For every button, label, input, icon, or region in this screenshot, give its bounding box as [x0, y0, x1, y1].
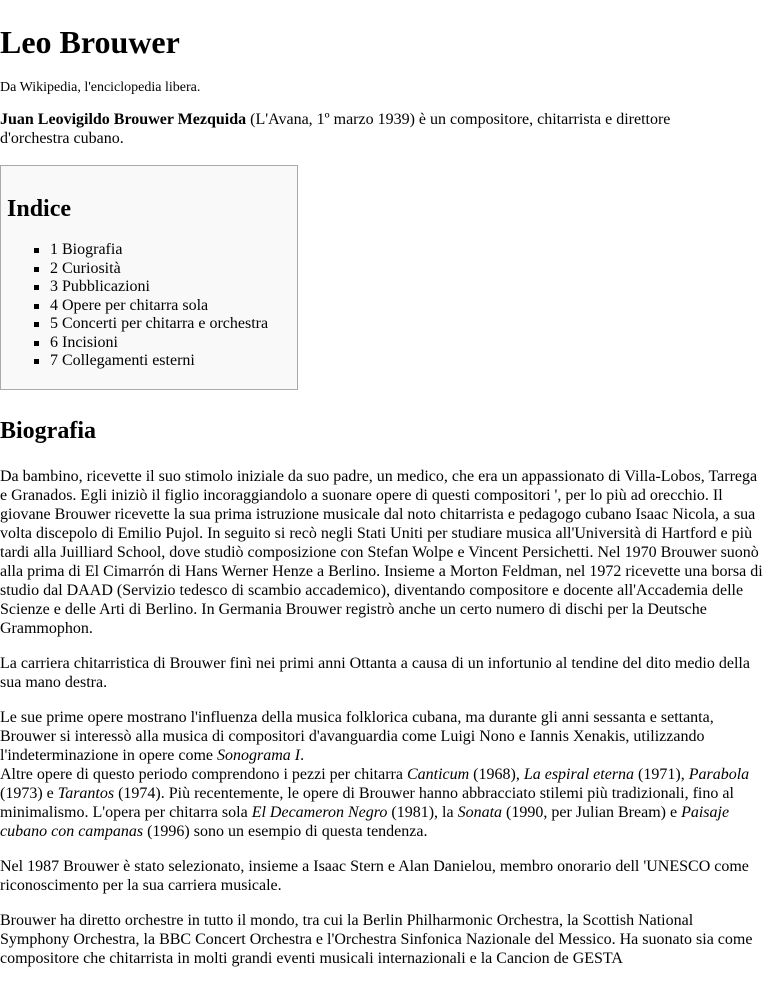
intro-paragraph — [0, 110, 768, 148]
work-title: Paisaje cubano con campanas — [0, 804, 730, 840]
text-run: (1971), — [634, 766, 689, 783]
square-bullet-icon — [34, 285, 39, 290]
square-bullet-icon — [34, 359, 39, 364]
toc-link[interactable]: 2 Curiosità — [50, 259, 121, 277]
toc-link[interactable]: 5 Concerti per chitarra e orchestra — [50, 315, 269, 332]
text-run: (1981), la — [387, 804, 458, 821]
work-title: Parabola — [688, 766, 750, 783]
site-tagline: Da Wikipedia, l'enciclopedia libera. — [0, 80, 201, 95]
text-run: (1968), — [469, 766, 524, 783]
toc-link[interactable]: 1 Biografia — [50, 241, 123, 258]
text-run: Le sue prime opere mostrano l'influenza della musica folklorica cubana, ma durante gli anni sessanta e settanta, Brouwer si interessò alla musica di compositori d'avanguardia come Luigi Nono e Iannis Xenakis, utilizzando l'indeterminazione in opere come — [0, 709, 714, 764]
square-bullet-icon — [34, 322, 39, 327]
biografia-paragraph-5: Brouwer ha diretto orchestre in tutto il mondo, tra cui la Berlin Philharmonic Orchestra, la Scottish National Symphony Orchestra, la BBC Concert Orchestra e l'Orchestra Sinfonica Nazionale del Messico. Ha suonato sia come compositore che chitarrista in molti grandi eventi musicali internazionali e la Cancion de GESTA — [0, 912, 753, 967]
toc-item-collegamenti-esterni[interactable] — [33, 352, 297, 371]
toc-item-curiosita[interactable] — [33, 260, 297, 279]
work-title: Canticum — [406, 766, 470, 783]
work-title: Sonograma I — [217, 747, 301, 764]
toc-item-incisioni[interactable] — [33, 334, 297, 353]
toc-item-pubblicazioni[interactable] — [33, 278, 297, 297]
toc-link[interactable]: 4 Opere per chitarra sola — [50, 296, 209, 314]
intro-text: (L'Avana, 1º marzo 1939) è un compositore, chitarrista e direttore d'orchestra cubano. — [0, 111, 671, 147]
toc-item-opere-chitarra-sola[interactable] — [33, 297, 297, 316]
biografia-paragraph-2: La carriera chitarristica di Brouwer finì nei primi anni Ottanta a causa di un infortunio al tendine del dito medio della sua mano destra. — [0, 655, 750, 691]
biografia-paragraph-1: Da bambino, ricevette il suo stimolo iniziale da suo padre, un medico, che era un appassionato di Villa-Lobos, Tarrega e Granados. Egli iniziò il figlio incoraggiandolo a suonare opere di questi compositori ', per lo più ad orecchio. Il giovane Brouwer ricevette la sua prima istruzione musicale dal noto chitarrista e pedagogo cubano Isaac Nicola, a sua volta discepolo di Emilio Pujol. In seguito si recò negli Stati Uniti per studiare musica all'Università di Hartford e più tardi alla Juilliard School, dove studiò composizione con Stefan Wolpe e Vincent Persichetti. Nel 1970 Brouwer suonò alla prima di El Cimarrón di Hans Werner Henze a Berlino. Insieme a Morton Feldman, nel 1972 ricevette una borsa di studio dal DAAD (Servizio tedesco di scambio accademico), diventando compositore e docente all'Accademia delle Scienze e delle Arti di Berlino. In Germania Brouwer registrò anche un certo numero di dischi per la Deutsche Grammophon. — [0, 468, 763, 637]
section-heading-biografia: Biografia — [0, 418, 96, 444]
square-bullet-icon — [34, 304, 39, 309]
toc-heading: Indice — [7, 196, 72, 222]
text-run: Altre opere di questo periodo comprendono i pezzi per chitarra — [0, 766, 407, 783]
toc-link[interactable]: 7 Collegamenti esterni — [50, 352, 195, 369]
square-bullet-icon — [34, 267, 39, 272]
biografia-content — [0, 467, 768, 968]
work-title: La espiral eterna — [523, 766, 635, 783]
table-of-contents — [0, 165, 298, 390]
text-run: . — [300, 747, 305, 764]
work-title: Tarantos — [57, 785, 115, 802]
toc-link[interactable]: 3 Pubblicazioni — [50, 278, 150, 295]
work-title: El Decameron Negro — [251, 804, 388, 821]
biografia-paragraph-4: Nel 1987 Brouwer è stato selezionato, insieme a Isaac Stern e Alan Danielou, membro onorario dell 'UNESCO come riconoscimento per la sua carriera musicale. — [0, 858, 749, 894]
work-title: Sonata — [457, 804, 503, 821]
text-run: (1974). Più recentemente, le opere di Brouwer hanno abbracciato stilemi più tradizionali, fino al minimalismo. L'opera per chitarra sola — [0, 785, 734, 821]
text-run: (1990, per Julian Bream) e — [502, 804, 682, 821]
subject-full-name: Juan Leovigildo Brouwer Mezquida — [0, 111, 247, 128]
toc-link[interactable]: 6 Incisioni — [50, 333, 118, 351]
toc-item-concerti[interactable] — [33, 315, 297, 334]
biografia-paragraph-3 — [0, 708, 766, 841]
text-run: (1973) e — [0, 785, 58, 802]
text-run: (1996) sono un esempio di questa tendenza. — [143, 823, 428, 840]
square-bullet-icon — [34, 248, 39, 253]
page-title: Leo Brouwer — [0, 24, 180, 60]
toc-item-biografia[interactable] — [33, 241, 297, 260]
square-bullet-icon — [34, 341, 39, 346]
toc-list — [1, 241, 297, 371]
